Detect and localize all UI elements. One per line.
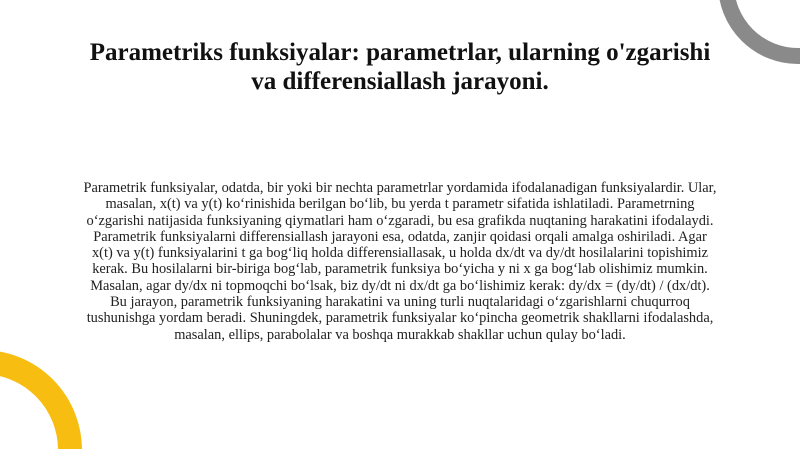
body-line: Bu jarayon, parametrik funksiyaning harakatini va uning turli nuqtalaridagi o‘zgarishlarni chuqurroq: [110, 294, 690, 311]
body-line: kerak. Bu hosilalarni bir-biriga bog‘lab, parametrik funksiya bo‘yicha y ni x ga bog‘lab olishimiz mumkin.: [92, 261, 708, 278]
body-line: masalan, ellips, parabolalar va boshqa murakkab shakllar uchun qulay bo‘ladi.: [174, 326, 626, 343]
slide-title: [40, 38, 760, 96]
body-line: tushunishga yordam beradi. Shuningdek, parametrik funksiyalar ko‘pincha geometrik shakllarni ifodalashda,: [86, 310, 714, 327]
body-line: o‘zgarishi natijasida funksiyaning qiymatlari ham o‘zgaradi, bu esa grafikda nuqtaning harakatini ifodalaydi.: [86, 212, 714, 229]
body-line: Masalan, agar dy/dx ni topmoqchi bo‘lsak, biz dy/dt ni dx/dt ga bo‘lishimiz kerak: dy/dx = (dy/dt) / (dx/dt).: [90, 277, 710, 294]
title-line-2: va differensiallash jarayoni.: [251, 68, 549, 95]
body-paragraph: [62, 180, 738, 343]
body-line: Parametrik funksiyalar, odatda, bir yoki bir nechta parametrlar yordamida ifodalanadigan funksiyalardir. Ular,: [83, 180, 717, 196]
title-line-1: Parametriks funksiyalar: parametrlar, ularning o'zgarishi: [89, 39, 711, 66]
body-line: x(t) va y(t) funksiyalarini t ga bog‘liq holda differensiallasak, u holda dx/dt va dy/dt hosilalarini topishimiz: [91, 245, 708, 262]
decorative-ring-bottom-left: [0, 350, 82, 449]
body-line: Parametrik funksiyalarni differensiallash jarayoni esa, odatda, zanjir qoidasi orqali amalga oshiriladi. Agar: [93, 228, 707, 245]
body-line: masalan, x(t) va y(t) ko‘rinishida berilgan bo‘lib, bu yerda t parametr sifatida ishlatiladi. Parametrning: [105, 196, 695, 213]
